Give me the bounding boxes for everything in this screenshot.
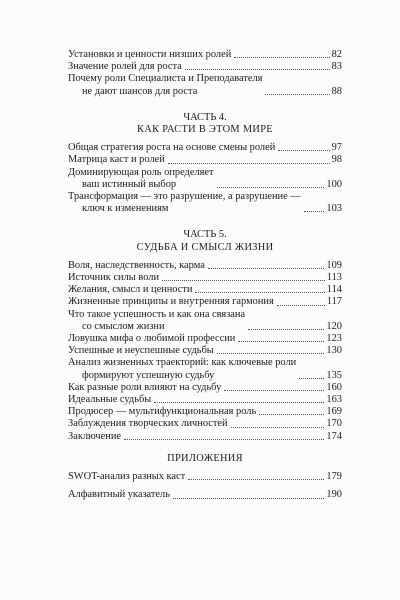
toc-entry[interactable] <box>68 345 342 357</box>
toc-entry-title: SWOT-анализ разных каст <box>68 471 186 483</box>
toc-entry[interactable] <box>68 394 342 406</box>
dot-leader <box>224 390 324 391</box>
toc-entry[interactable] <box>68 333 342 345</box>
toc-entry[interactable] <box>68 167 342 191</box>
toc-entry-title <box>68 357 296 381</box>
toc-entry-title: Заключение <box>68 430 121 442</box>
toc-entry[interactable] <box>68 309 342 333</box>
toc-entry-title: Жизненные принципы и внутренняя гармония <box>68 296 274 308</box>
toc-entry-title-line: Анализ жизненных траекторий: как ключевые роли <box>68 357 297 369</box>
dot-leader <box>208 268 325 269</box>
toc-entry-title-continuation: формируют успешную судьбу <box>82 369 215 381</box>
dot-leader <box>278 150 329 151</box>
dot-leader <box>168 163 330 164</box>
toc-entry-title-continuation: со смыслом жизни <box>82 320 165 332</box>
toc-entry-page: 109 <box>326 259 342 271</box>
toc-entry-page: 170 <box>326 418 342 430</box>
toc-entry-title-continuation: ключ к изменениям <box>82 203 169 215</box>
dot-leader <box>299 378 324 379</box>
toc-entry-title: Воля, наследственность, карма <box>68 259 205 271</box>
dot-leader <box>265 94 329 95</box>
dot-leader <box>195 292 324 293</box>
toc-entry[interactable] <box>68 418 342 430</box>
toc-entry-title: Алфавитный указатель <box>68 489 170 501</box>
toc-entry[interactable] <box>68 61 342 73</box>
toc-entry-title-line: Трансформация — это разрушение, а разрушение — <box>68 191 301 203</box>
toc-entry[interactable] <box>68 73 342 97</box>
toc-entry[interactable] <box>68 471 342 483</box>
toc-entry-page: 163 <box>326 394 342 406</box>
toc-entry-page: 135 <box>326 369 342 381</box>
toc-entry-title-continuation: не дают шансов для роста <box>82 85 198 97</box>
toc-entry-page: 103 <box>326 203 342 215</box>
toc-entry-page: 82 <box>331 49 342 60</box>
dot-leader <box>162 280 325 281</box>
toc-entry-title: Продюсер — мультифункциональная роль <box>68 406 257 418</box>
appendix-title: ПРИЛОЖЕНИЯ <box>167 452 243 464</box>
dot-leader <box>234 57 329 58</box>
toc-entry[interactable] <box>68 260 342 272</box>
toc-entry[interactable] <box>68 382 342 394</box>
toc-entry-title: Установки и ценности низших ролей <box>68 49 232 60</box>
toc-entry-page: 160 <box>326 381 342 393</box>
toc-entry-title-line: Доминирующая роль определяет <box>68 166 214 178</box>
toc-entry-page: 114 <box>326 284 342 296</box>
toc-entry[interactable] <box>68 49 342 61</box>
toc-entry-title: Ловушка мифа о любимой профессии <box>68 333 236 345</box>
toc-entry-page: 169 <box>326 406 342 418</box>
toc-entry-title: Источник силы воли <box>68 272 160 284</box>
dot-leader <box>259 414 324 415</box>
toc-entry[interactable] <box>68 154 342 166</box>
toc-entry-title: Как разные роли влияют на судьбу <box>68 381 222 393</box>
dot-leader <box>238 341 324 342</box>
part-5-title: СУДЬБА И СМЫСЛ ЖИЗНИ <box>136 241 274 253</box>
toc-entry-title <box>68 309 245 333</box>
toc-entry[interactable] <box>68 406 342 418</box>
toc-entry-title: Идеальные судьбы <box>68 394 152 406</box>
toc-entry-page: 120 <box>326 320 342 332</box>
toc-entry-page: 100 <box>326 178 342 190</box>
toc-entry-page: 113 <box>326 272 342 284</box>
toc-entry-title-continuation: ваш истинный выбор <box>82 178 177 190</box>
toc-entry-title: Желания, смысл и ценности <box>68 284 193 296</box>
toc-entry-title-line: Почему роли Специалиста и Преподавателя <box>68 73 263 85</box>
dot-leader <box>231 427 325 428</box>
dot-leader <box>217 353 325 354</box>
toc-entry-title: Успешные и неуспешные судьбы <box>68 345 214 357</box>
toc-entry-title-line: Что такое успешность и как она связана <box>68 308 246 320</box>
part-4-heading: ЧАСТЬ 4. <box>183 111 227 123</box>
dot-leader <box>217 187 325 188</box>
toc-entry[interactable] <box>68 284 342 296</box>
toc-entry-title: Значение ролей для роста <box>68 61 182 73</box>
toc-entry-page: 83 <box>331 61 342 73</box>
toc-entry-title: Матрица каст и ролей <box>68 154 165 166</box>
toc-entry-page: 98 <box>331 154 342 166</box>
toc-entry[interactable] <box>68 272 342 284</box>
toc-entry[interactable] <box>68 191 342 215</box>
part-4-title: КАК РАСТИ В ЭТОМ МИРЕ <box>137 124 273 136</box>
toc-entry-title <box>68 73 262 97</box>
dot-leader <box>277 305 325 306</box>
toc-entry-title: Заблуждения творческих личностей <box>68 418 228 430</box>
toc-entry-page: 117 <box>326 296 342 308</box>
toc-entry-page: 97 <box>331 142 342 154</box>
dot-leader <box>304 211 325 212</box>
toc-entry-page: 179 <box>326 471 342 483</box>
dot-leader <box>188 479 324 480</box>
toc-entry-page: 88 <box>331 85 342 97</box>
toc-entry-page: 190 <box>326 489 342 501</box>
toc-entry-page: 174 <box>326 430 342 442</box>
toc-entry-title <box>68 191 301 215</box>
part-5-heading: ЧАСТЬ 5. <box>183 229 227 241</box>
dot-leader <box>185 69 330 70</box>
table-of-contents <box>68 49 342 502</box>
toc-entry[interactable] <box>68 296 342 308</box>
toc-entry[interactable] <box>68 431 342 443</box>
toc-entry-title <box>68 167 214 191</box>
dot-leader <box>248 329 324 330</box>
toc-entry-page: 130 <box>326 345 342 357</box>
dot-leader <box>173 498 324 499</box>
dot-leader <box>154 402 324 403</box>
dot-leader <box>124 439 324 440</box>
toc-entry-title: Общая стратегия роста на основе смены ролей <box>68 142 276 154</box>
toc-entry-page: 123 <box>326 333 342 345</box>
toc-entry[interactable] <box>68 357 342 381</box>
toc-entry[interactable] <box>68 489 342 501</box>
toc-entry[interactable] <box>68 142 342 154</box>
